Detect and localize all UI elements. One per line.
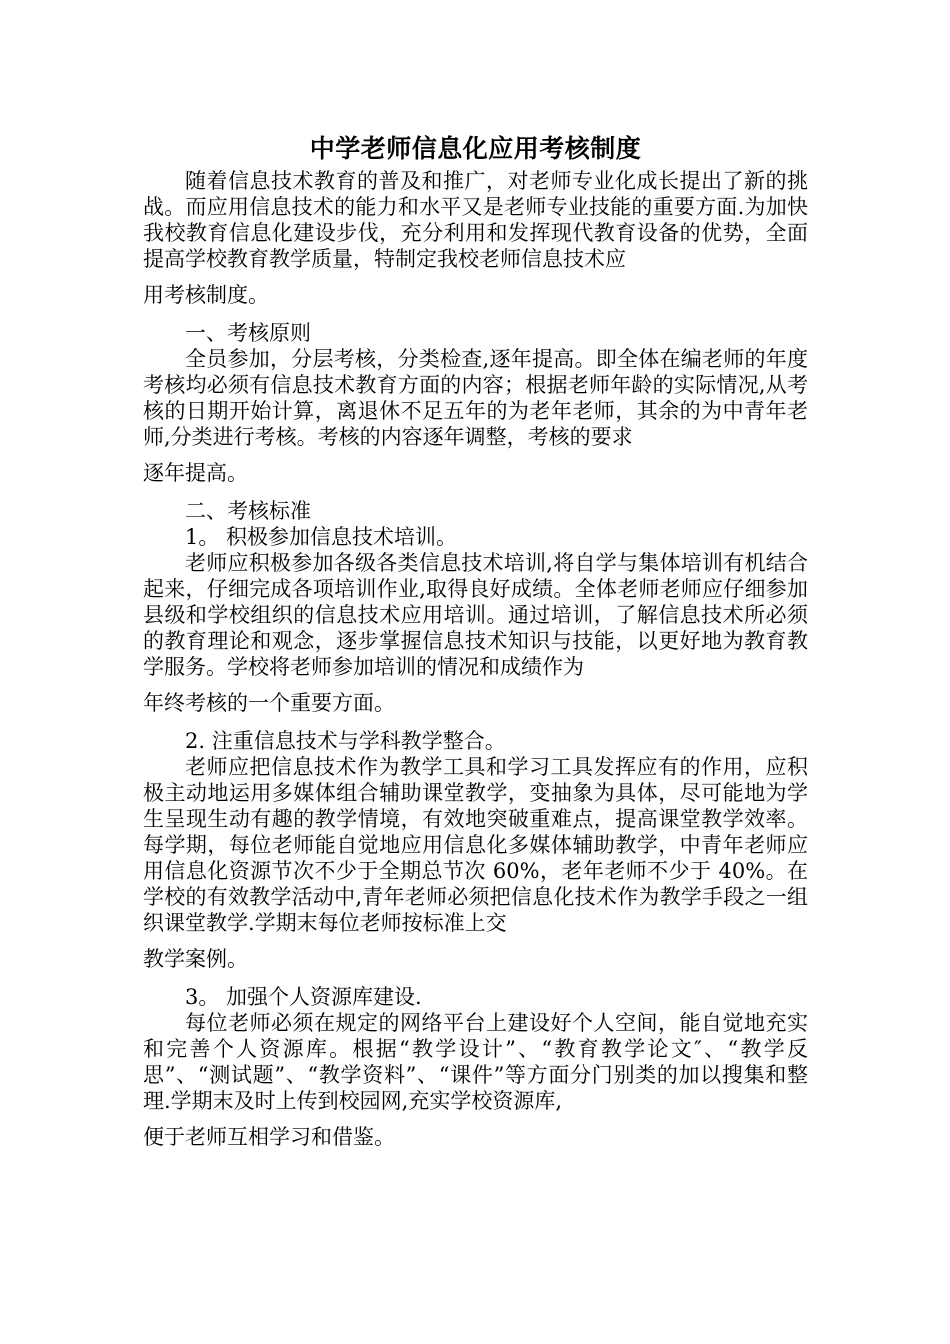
integration-paragraph: 老师应把信息技术作为教学工具和学习工具发挥应有的作用，应积极主动地运用多媒体组合辅助课堂教学，变抽象为具体，尽可能地为学生呈现生动有趣的教学情境，有效地突破重难点，提高课堂教学效率。每学期，每位老师能自觉地应用信息化多媒体辅助教学，中青年老师应用信息化资源节次不少于全期总节次 60%，老年老师不少于 40%。在学校的有效教学活动中,青年老师必须把信息化技术作为教学手段之一组织课堂教学.学期末每位老师按标准上交	[143, 755, 808, 935]
item-heading-resources: 3。 加强个人资源库建设.	[185, 985, 422, 1009]
section-heading-principles: 一、考核原则	[185, 321, 311, 345]
section-heading-standards: 二、考核标准	[185, 499, 311, 523]
document-title: 中学老师信息化应用考核制度	[309, 134, 642, 163]
item-heading-integration: 2. 注重信息技术与学科教学整合。	[185, 729, 506, 753]
resources-paragraph: 每位老师必须在规定的网络平台上建设好个人空间，能自觉地充实和完善个人资源库。根据“教学设计”、“教育教学论文″、“教学反思”、“测试题”、“教学资料”、“课件”等方面分门别类的加以搜集和整理.学期末及时上传到校园网,充实学校资源库,	[143, 1011, 808, 1113]
intro-paragraph-tail: 用考核制度。	[143, 283, 269, 307]
document-page	[143, 130, 808, 1162]
intro-paragraph: 随着信息技术教育的普及和推广，对老师专业化成长提出了新的挑战。而应用信息技术的能力和水平又是老师专业技能的重要方面.为加快我校教育信息化建设步伐，充分利用和发挥现代教育设备的优势，全面提高学校教育教学质量，特制定我校老师信息技术应	[143, 169, 808, 271]
integration-paragraph-tail: 教学案例。	[143, 947, 248, 971]
item-heading-training: 1。 积极参加信息技术培训。	[185, 525, 458, 549]
principles-paragraph: 全员参加，分层考核，分类检查,逐年提高。即全体在编老师的年度考核均必须有信息技术教育方面的内容；根据老师年龄的实际情况,从考核的日期开始计算，离退休不足五年的为老年老师，其余的为中青年老师,分类进行考核。考核的内容逐年调整，考核的要求	[143, 347, 808, 449]
training-paragraph-tail: 年终考核的一个重要方面。	[143, 691, 395, 715]
training-paragraph: 老师应积极参加各级各类信息技术培训,将自学与集体培训有机结合起来，仔细完成各项培训作业,取得良好成绩。全体老师老师应仔细参加县级和学校组织的信息技术应用培训。通过培训，了解信息技术所必须的教育理论和观念，逐步掌握信息技术知识与技能，以更好地为教育教学服务。学校将老师参加培训的情况和成绩作为	[143, 551, 808, 679]
principles-paragraph-tail: 逐年提高。	[143, 461, 248, 485]
resources-paragraph-tail: 便于老师互相学习和借鉴。	[143, 1125, 395, 1149]
